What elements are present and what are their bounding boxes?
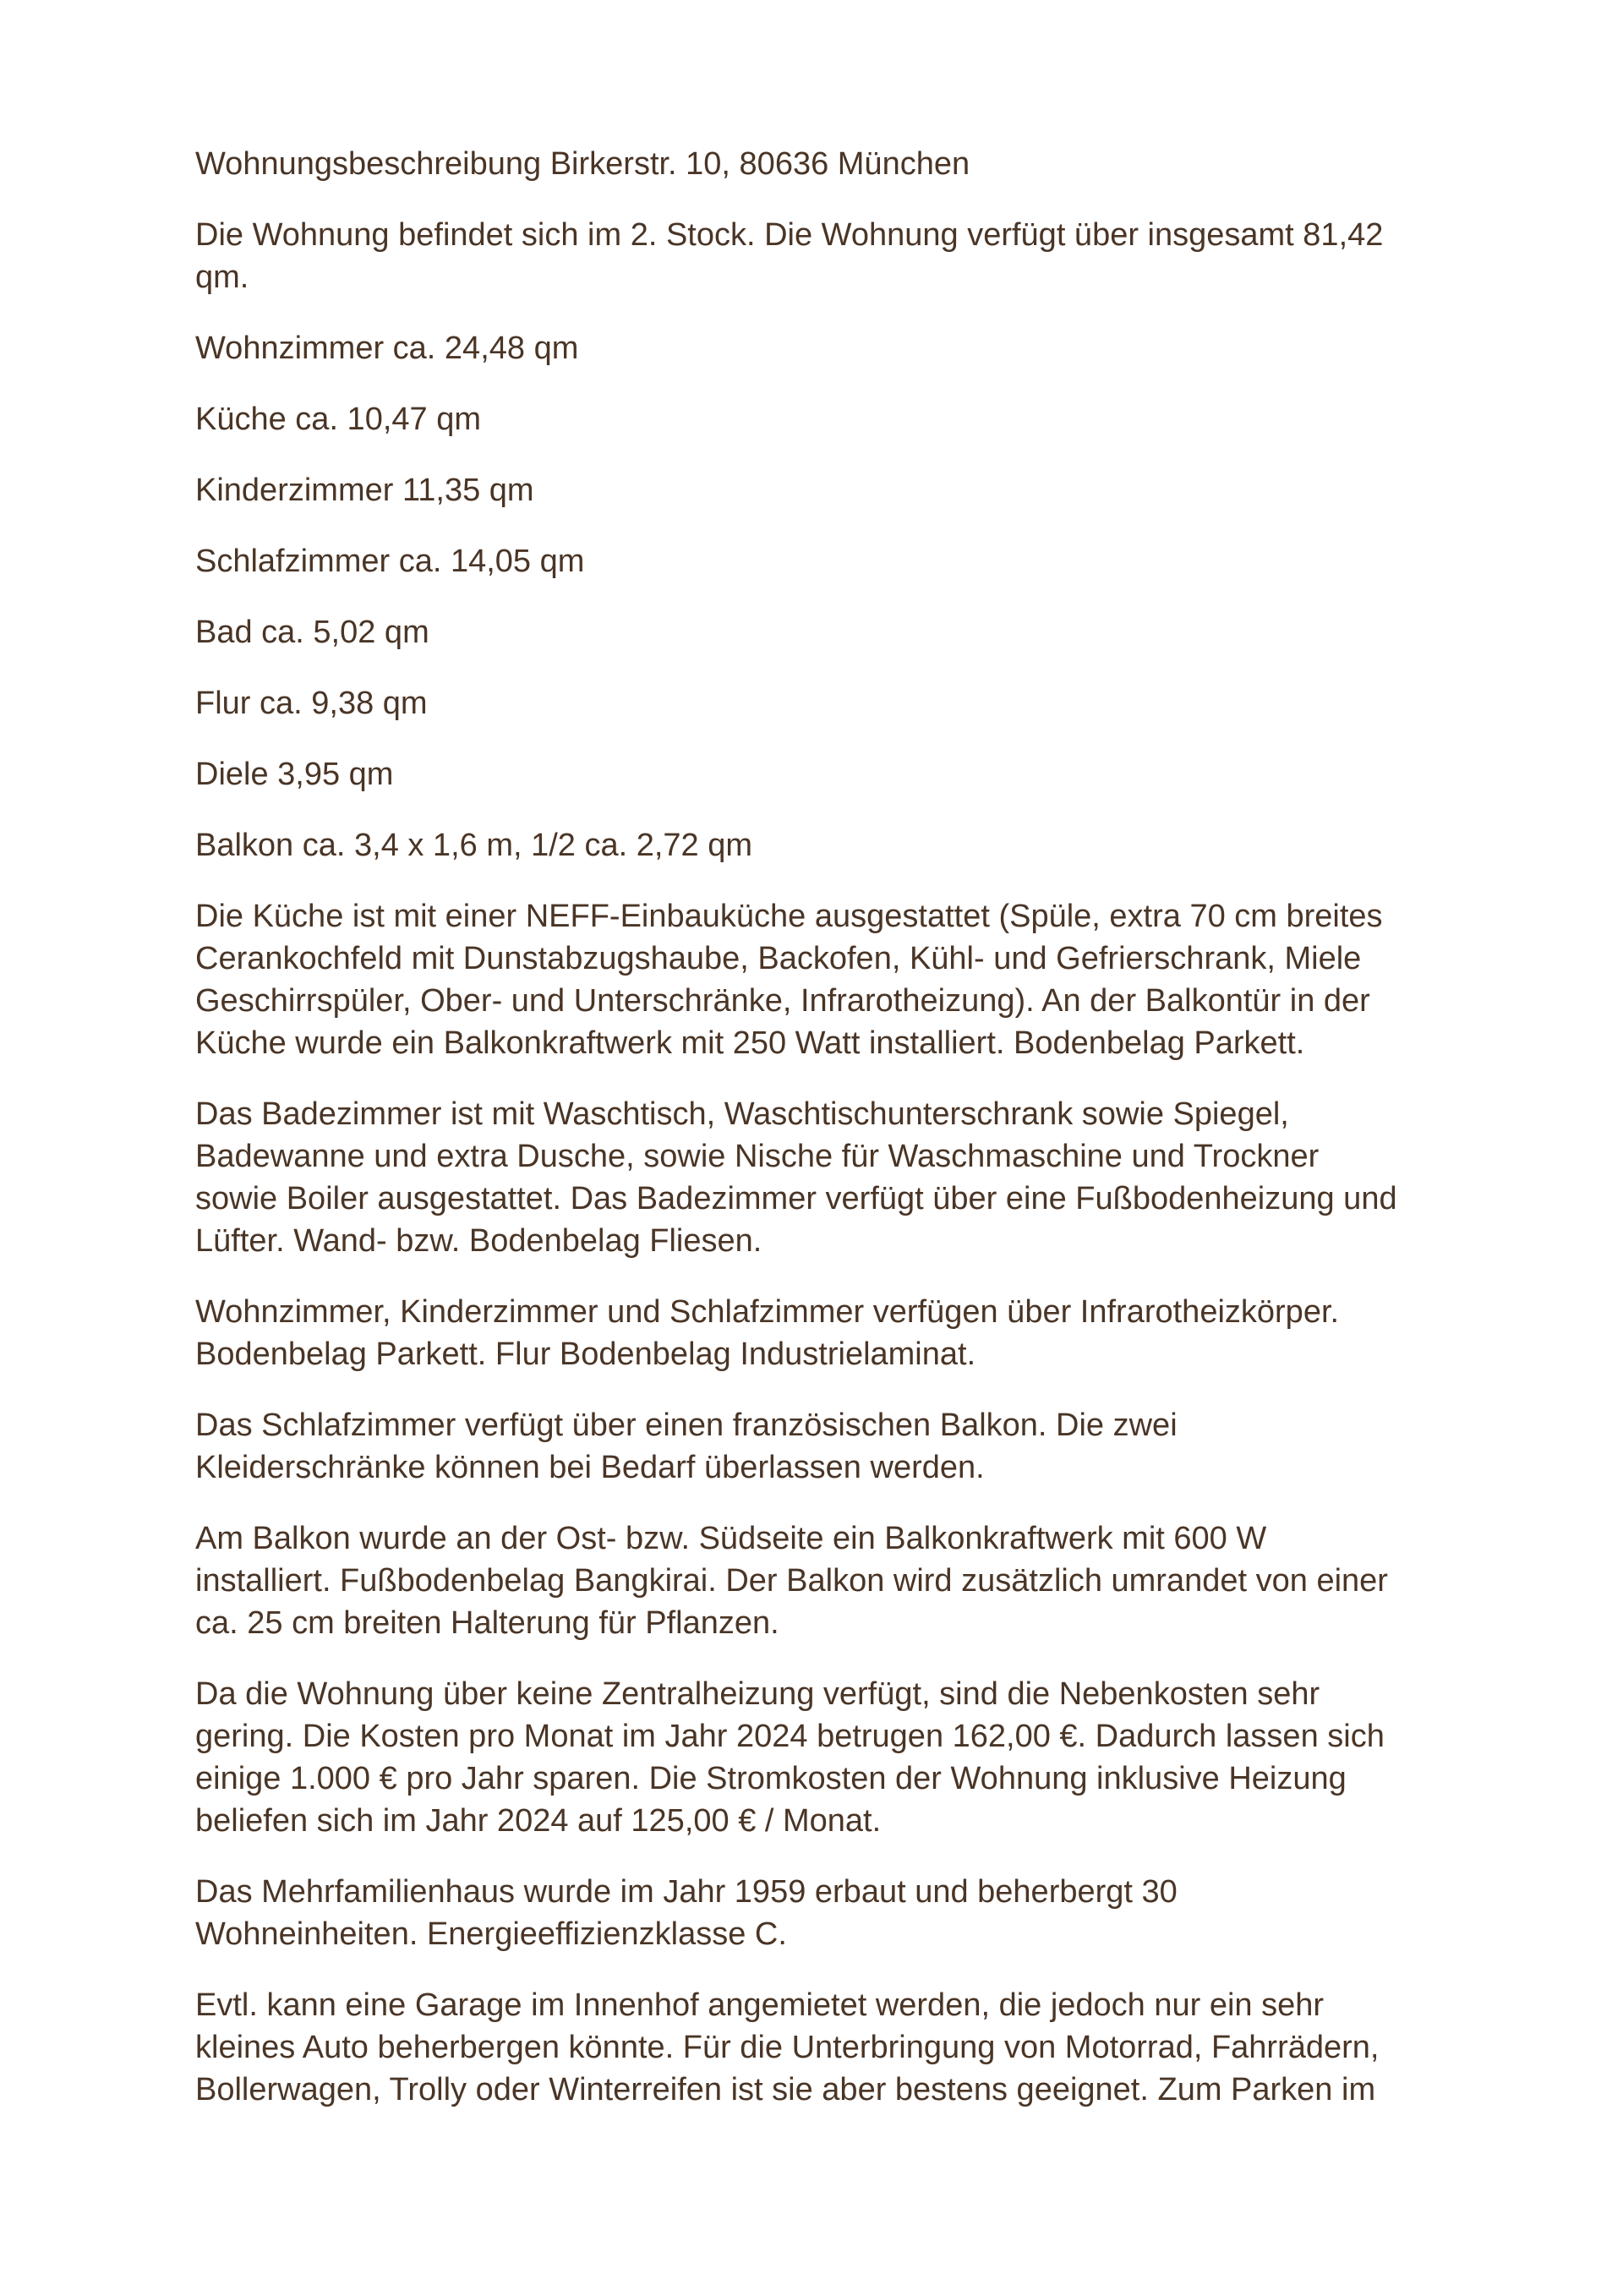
text-line: Wohnzimmer ca. 24,48 qm (195, 331, 579, 366)
paragraph-heizung-bodenbelag (195, 1291, 1430, 1375)
text-line: Wohneinheiten. Energieeffizienzklasse C. (195, 1916, 787, 1952)
text-line: Das Mehrfamilienhaus wurde im Jahr 1959 erbaut und beherbergt 30 (195, 1874, 1178, 1910)
text-line: Bodenbelag Parkett. Flur Bodenbelag Industrielaminat. (195, 1337, 976, 1372)
paragraph-kinderzimmer (195, 469, 1430, 511)
text-line: Die Küche ist mit einer NEFF-Einbauküche ausgestattet (Spüle, extra 70 cm breites (195, 899, 1383, 934)
text-line: Badewanne und extra Dusche, sowie Nische für Waschmaschine und Trockner (195, 1139, 1320, 1174)
text-line: Die Wohnung befindet sich im 2. Stock. Die Wohnung verfügt über insgesamt 81,42 (195, 217, 1384, 253)
text-line: Schlafzimmer ca. 14,05 qm (195, 544, 585, 579)
paragraph-total-area (195, 214, 1430, 298)
text-line: Geschirrspüler, Ober- und Unterschränke, Infrarotheizung). An der Balkontür in der (195, 983, 1370, 1019)
text-line: Wohnungsbeschreibung Birkerstr. 10, 80636 München (195, 146, 970, 182)
text-line: Lüfter. Wand- bzw. Bodenbelag Fliesen. (195, 1223, 762, 1259)
paragraph-flur (195, 682, 1430, 724)
text-line: ca. 25 cm breiten Halterung für Pflanzen. (195, 1605, 779, 1641)
paragraph-kueche (195, 398, 1430, 440)
text-line: gering. Die Kosten pro Monat im Jahr 2024 betrugen 162,00 €. Dadurch lassen sich (195, 1719, 1385, 1754)
text-line: Küche ca. 10,47 qm (195, 402, 481, 437)
paragraph-badezimmer-ausstattung (195, 1093, 1430, 1262)
paragraph-diele (195, 753, 1430, 795)
paragraph-schlafzimmer (195, 540, 1430, 582)
text-line: installiert. Fußbodenbelag Bangkirai. Der Balkon wird zusätzlich umrandet von einer (195, 1563, 1388, 1599)
text-line: Wohnzimmer, Kinderzimmer und Schlafzimmer verfügen über Infrarotheizkörper. (195, 1294, 1340, 1330)
text-line: einige 1.000 € pro Jahr sparen. Die Stromkosten der Wohnung inklusive Heizung (195, 1761, 1347, 1796)
paragraph-garage (195, 1984, 1430, 2111)
text-line: sowie Boiler ausgestattet. Das Badezimmer verfügt über eine Fußbodenheizung und (195, 1181, 1397, 1216)
paragraph-kueche-ausstattung (195, 895, 1430, 1064)
text-line: qm. (195, 260, 249, 295)
text-line: kleines Auto beherbergen könnte. Für die Unterbringung von Motorrad, Fahrrädern, (195, 2030, 1380, 2065)
paragraph-balkonkraftwerk (195, 1517, 1430, 1644)
text-line: Flur ca. 9,38 qm (195, 686, 428, 721)
text-line: Da die Wohnung über keine Zentralheizung verfügt, sind die Nebenkosten sehr (195, 1676, 1320, 1712)
paragraph-balkon (195, 824, 1430, 866)
text-line: beliefen sich im Jahr 2024 auf 125,00 € / Monat. (195, 1803, 882, 1839)
paragraph-franzoesischer-balkon (195, 1404, 1430, 1489)
text-line: Evtl. kann eine Garage im Innenhof angemietet werden, die jedoch nur ein sehr (195, 1987, 1325, 2023)
text-line: Bollerwagen, Trolly oder Winterreifen ist sie aber bestens geeignet. Zum Parken im (195, 2072, 1376, 2107)
text-line: Kinderzimmer 11,35 qm (195, 473, 534, 508)
paragraph-bad (195, 611, 1430, 653)
text-line: Diele 3,95 qm (195, 757, 394, 792)
paragraph-mehrfamilienhaus (195, 1871, 1430, 1955)
text-line: Am Balkon wurde an der Ost- bzw. Südseite ein Balkonkraftwerk mit 600 W (195, 1521, 1267, 1556)
text-line: Küche wurde ein Balkonkraftwerk mit 250 Watt installiert. Bodenbelag Parkett. (195, 1025, 1305, 1061)
text-line: Cerankochfeld mit Dunstabzugshaube, Backofen, Kühl- und Gefrierschrank, Miele (195, 941, 1362, 976)
paragraph-nebenkosten (195, 1673, 1430, 1842)
paragraph-wohnzimmer (195, 327, 1430, 369)
text-line: Kleiderschränke können bei Bedarf überlassen werden. (195, 1450, 985, 1485)
text-line: Das Schlafzimmer verfügt über einen französischen Balkon. Die zwei (195, 1408, 1178, 1443)
text-line: Das Badezimmer ist mit Waschtisch, Waschtischunterschrank sowie Spiegel, (195, 1096, 1289, 1132)
text-line: Bad ca. 5,02 qm (195, 615, 429, 650)
document-title (195, 143, 1430, 185)
text-line: Balkon ca. 3,4 x 1,6 m, 1/2 ca. 2,72 qm (195, 828, 753, 863)
